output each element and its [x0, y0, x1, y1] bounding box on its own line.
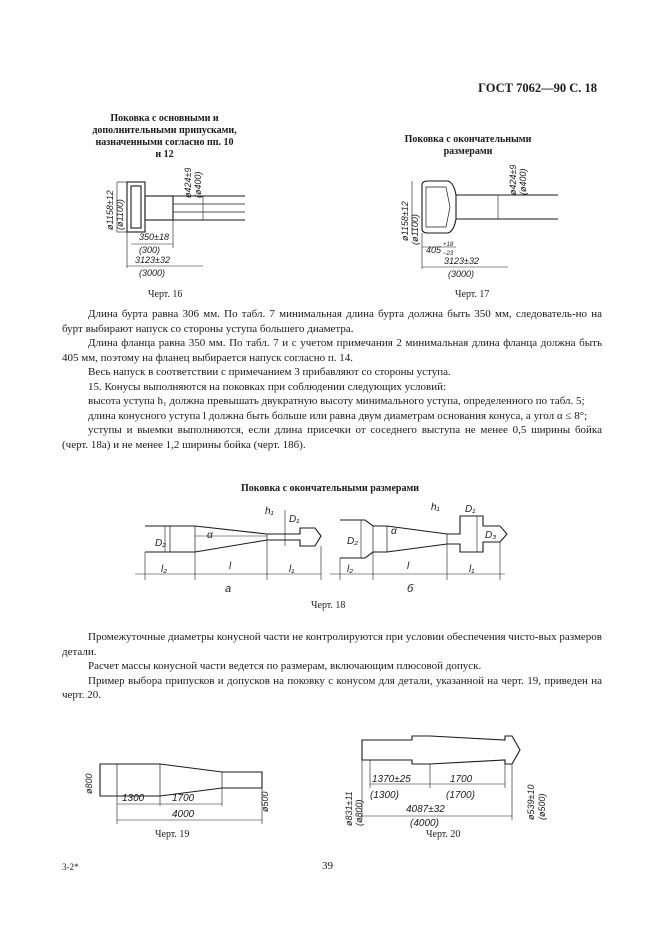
- paragraph: уступы и выемки выполняются, если длина присечки от соседнего выступа не менее 0,5 ширины бойка (черт. 18а) и не менее 1,2 ширины бойка (черт. 18б).: [62, 424, 602, 451]
- fig16-drawing: [95, 168, 245, 280]
- fig20-dim-d2-nom: (ø500): [537, 793, 547, 820]
- fig16-dim-d1: ø1158±12: [105, 190, 115, 230]
- fig20-drawing: [340, 722, 560, 828]
- paragraph: Промежуточные диаметры конусной части не контролируются при условии обеспечения чисто-вых размеров детали.: [62, 631, 602, 658]
- fig18-label: Черт. 18: [311, 600, 346, 611]
- fig19-dim-l2: 1700: [172, 793, 195, 804]
- fig17-caption: Поковка с окончательными размерами: [404, 134, 532, 157]
- fig18-label-D2-b: D₂: [347, 536, 359, 547]
- fig16-dim-l1: 350±18: [139, 232, 169, 242]
- fig16-dim-d1-nom: (ø1100): [115, 199, 125, 230]
- fig18-drawing: [125, 496, 545, 596]
- fig20-dim-d2: ø539±10: [526, 784, 536, 820]
- fig18-label-b: б: [407, 583, 414, 595]
- fig18-label-h1-b: h₁: [431, 502, 440, 513]
- fig16-dim-d2-nom: (ø400): [193, 171, 203, 198]
- page-header: ГОСТ 7062—90 С. 18: [478, 81, 597, 95]
- fig17-dim-l2-nom: (3000): [448, 269, 475, 279]
- paragraph: Пример выбора припусков и допусков на поковку с конусом для детали, указанной на черт. 19, приведен на черт. 20.: [62, 674, 602, 701]
- fig20-dim-l3: 4087±32: [406, 804, 445, 815]
- fig18-label-l1-a: l₁: [289, 564, 295, 575]
- fig20-dim-l3-nom: (4000): [410, 818, 439, 828]
- fig16-dim-l1-nom: (300): [139, 245, 161, 255]
- fig18-label-l1-b: l₁: [469, 564, 475, 575]
- fig16-dim-l2: 3123±32: [135, 255, 170, 265]
- paragraph: Весь напуск в соответствии с примечанием 3 прибавляют со стороны уступа.: [88, 366, 451, 378]
- fig17-dim-l1-tol-up: +18: [443, 242, 454, 248]
- text-block-1: [62, 307, 602, 452]
- paragraph: Длина бурта равна 306 мм. По табл. 7 минимальная длина бурта должна быть 350 мм, следователь-но на бурт выбирают напуск со стороны уступа большего диаметра.: [62, 308, 602, 335]
- text-block-2: [62, 630, 602, 703]
- fig18-label-D1-b: D₁: [465, 504, 476, 515]
- fig18-label-h1-a: h₁: [265, 506, 274, 517]
- footer-mark: 3-2*: [62, 862, 79, 872]
- fig16-caption: Поковка с основными и дополнительными припусками, назначенными согласно пп. 10 и 12: [92, 113, 237, 160]
- fig16-dim-l2-nom: (3000): [139, 268, 166, 278]
- fig18-label-D2-a: D₂: [155, 538, 167, 549]
- fig18-label-l-a: l: [229, 561, 232, 572]
- fig17-dim-l1: 405: [426, 245, 442, 255]
- paragraph: Длина фланца равна 350 мм. По табл. 7 и с учетом примечания 2 минимальная длина фланца должна быть 405 мм, поэтому на фланец выбирается напуск согласно п. 14.: [62, 337, 602, 364]
- fig18-caption: Поковка с окончательными размерами: [240, 483, 420, 494]
- paragraph: Расчет массы конусной части ведется по размерам, включающим плюсовой допуск.: [88, 660, 482, 672]
- fig17-drawing: [388, 165, 558, 283]
- fig16-label: Черт. 16: [148, 289, 183, 300]
- fig20-dim-l2: 1700: [450, 774, 473, 785]
- fig20-label: Черт. 20: [426, 829, 461, 840]
- fig20-dim-l1-nom: (1300): [370, 790, 399, 801]
- fig17-dim-l2: 3123±32: [444, 256, 479, 266]
- fig18-label-l2-a: l₂: [161, 564, 168, 575]
- fig18-label-D1-a: D₁: [289, 514, 300, 525]
- fig18-label-a: а: [225, 583, 232, 595]
- fig19-dim-d2: ø500: [260, 791, 270, 812]
- fig20-dim-d1: ø831±11: [344, 791, 354, 826]
- fig17-dim-d1: ø1158±12: [400, 201, 410, 241]
- fig19-dim-l1: 1300: [122, 793, 145, 804]
- fig17-dim-l1-tol-low: −23: [443, 251, 454, 257]
- fig18-label-alpha-b: α: [391, 526, 397, 537]
- paragraph: высота уступа h₁ должна превышать двукратную высоту минимального уступа, определенного по табл. 5;: [88, 395, 585, 407]
- fig20-dim-l1: 1370±25: [372, 774, 411, 785]
- paragraph: 15. Конусы выполняются на поковках при соблюдении следующих условий:: [88, 380, 447, 393]
- fig18-label-alpha-a: α: [207, 530, 213, 541]
- fig17-dim-d1-nom: (ø1100): [410, 214, 420, 245]
- fig16-dim-d2: ø424±9: [183, 168, 193, 198]
- fig19-dim-l3: 4000: [172, 809, 195, 820]
- fig17-dim-d2: ø424±9: [508, 165, 518, 195]
- fig20-dim-d1-nom: (ø800): [354, 799, 364, 826]
- page-number: 39: [322, 860, 333, 872]
- paragraph: длина конусного уступа l должна быть больше или равна двум диаметрам основания конуса, а угол α ≤ 8°;: [88, 409, 588, 422]
- fig18-label-l-b: l: [407, 561, 410, 572]
- fig18-label-l2-b: l₂: [347, 564, 354, 575]
- fig17-dim-d2-nom: (ø400): [518, 168, 528, 195]
- fig17-label: Черт. 17: [455, 289, 490, 300]
- fig18-label-D3-b: D₃: [485, 530, 497, 541]
- fig20-dim-l2-nom: (1700): [446, 790, 475, 801]
- fig19-label: Черт. 19: [155, 829, 190, 840]
- fig19-drawing: [72, 750, 272, 830]
- fig19-dim-d1: ø800: [84, 773, 94, 794]
